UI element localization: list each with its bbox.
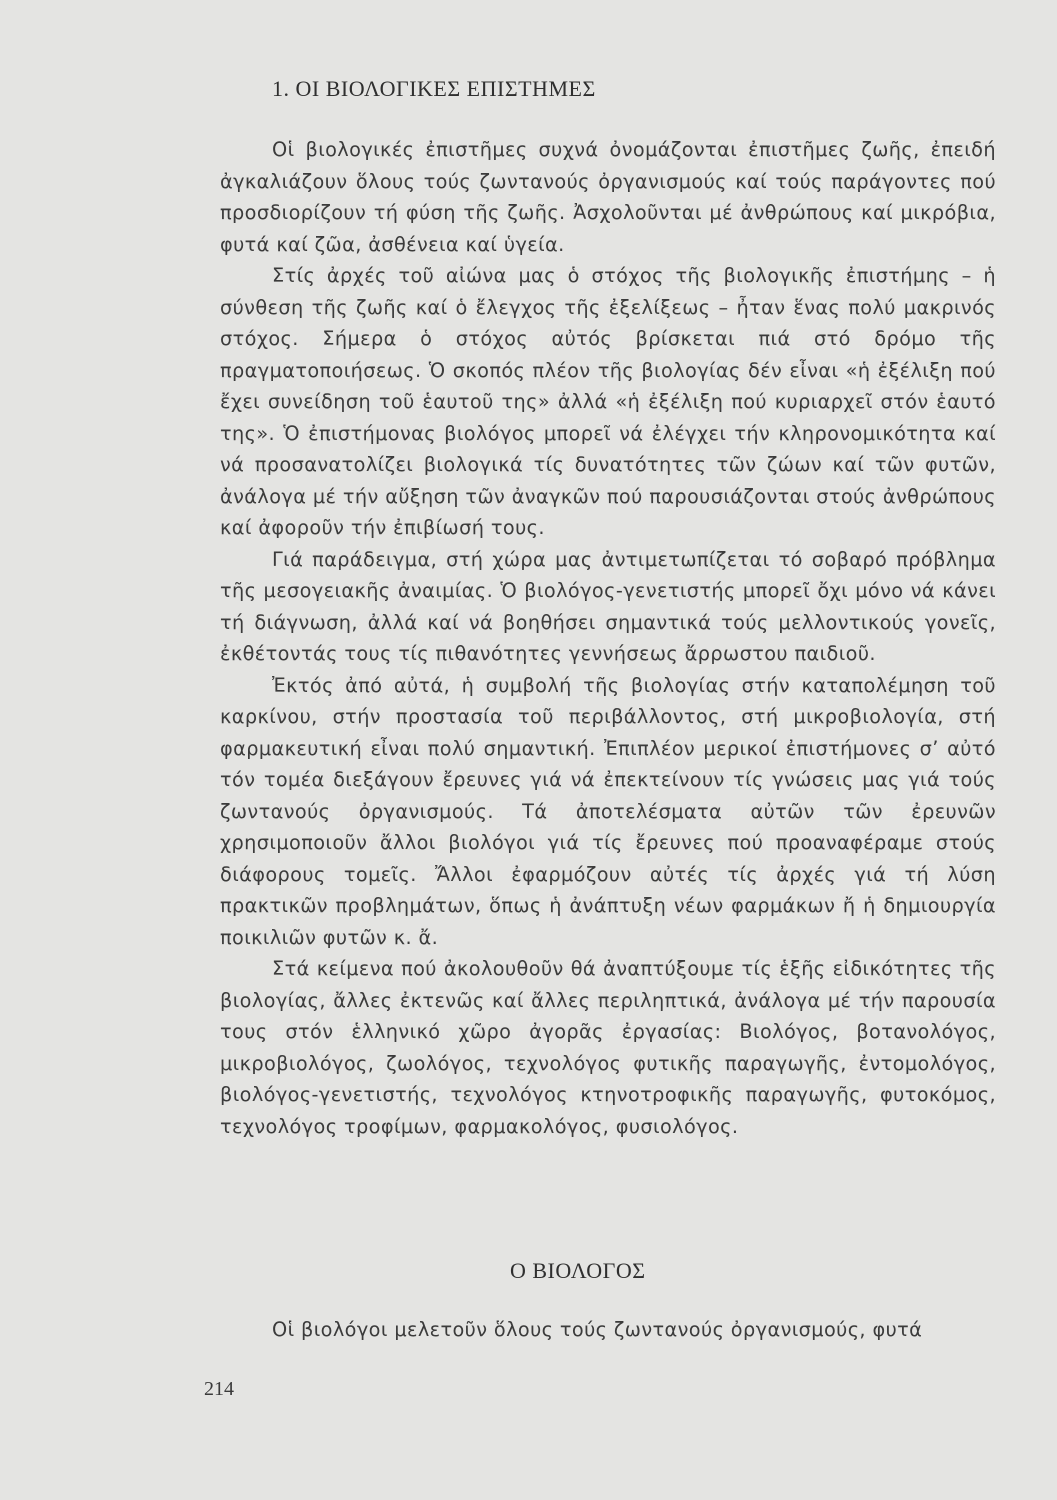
paragraph-5: Στά κείμενα πού ἀκολουθοῦν θά ἀναπτύξουμε τίς ἑξῆς εἰδικότητες τῆς βιολογίας, ἄλλες ἐκτενῶς καί ἄλλες περιληπτικά, ἀνάλογα μέ τήν παρουσία τους στόν ἑλληνικό χῶρο ἀγορᾶς ἐργασίας: Βιολόγος, βοτανολόγος, μικροβιολόγος, ζωολόγος, τεχνολόγος φυτικῆς παραγωγῆς, ἐντομολόγος, βιολόγος-γενετιστής, τεχνολόγος κτηνοτροφικῆς παραγωγῆς, φυτοκόμος, τεχνολόγος τροφίμων, φαρμακολόγος, φυσιολόγος. [220,957,996,1138]
subsection-paragraph: Οἱ βιολόγοι μελετοῦν ὅλους τούς ζωντανούς ὀργανισμούς, φυτά [272,1318,923,1341]
page-number: 214 [204,1378,234,1400]
paragraph-2: Στίς ἀρχές τοῦ αἰώνα μας ὁ στόχος τῆς βιολογικῆς ἐπιστήμης – ἡ σύνθεση τῆς ζωῆς καί ὁ ἔλεγχος τῆς ἐξελίξεως – ἦταν ἕνας πολύ μακρινός στόχος. Σήμερα ὁ στόχος αὐτός βρίσκεται πιά στό δρόμο τῆς πραγματοποιήσεως. Ὁ σκοπός πλέον τῆς βιολογίας δέν εἶναι «ἡ ἐξέλιξη πού ἔχει συνείδηση τοῦ ἑαυτοῦ της» ἀλλά «ἡ ἐξέλιξη πού κυριαρχεῖ στόν ἑαυτό της». Ὁ ἐπιστήμονας βιολόγος μπορεῖ νά ἐλέγχει τήν κληρονομικότητα καί νά προσανατολίζει βιολογικά τίς δυνατότητες τῶν ζώων καί τῶν φυτῶν, ἀνάλογα μέ τήν αὔξηση τῶν ἀναγκῶν πού παρουσιάζονται στούς ἀνθρώπους καί ἀφοροῦν τήν ἐπιβίωσή τους. [220,264,996,539]
paragraph-3: Γιά παράδειγμα, στή χώρα μας ἀντιμετωπίζεται τό σοβαρό πρόβλημα τῆς μεσογειακῆς ἀναιμίας. Ὁ βιολόγος-γενετιστής μπορεῖ ὄχι μόνο νά κάνει τή διάγνωση, ἀλλά καί νά βοηθήσει σημαντικά τούς μελλοντικούς γονεῖς, ἐκθέτοντάς τους τίς πιθανότητες γεννήσεως ἄρρωστου παιδιοῦ. [220,547,996,665]
section-body [220,134,996,1142]
paragraph-1: Οἱ βιολογικές ἐπιστῆμες συχνά ὀνομάζονται ἐπιστῆμες ζωῆς, ἐπειδή ἀγκαλιάζουν ὅλους τούς ζωντανούς ὀργανισμούς καί τούς παράγοντες πού προσδιορίζουν τή φύση τῆς ζωῆς. Ἀσχολοῦνται μέ ἀνθρώπους καί μικρόβια, φυτά καί ζῶα, ἀσθένεια καί ὑγεία. [220,138,996,256]
subsection-title: Ο ΒΙΟΛΟΓΟΣ [510,1258,646,1283]
section-title: 1. ΟΙ ΒΙΟΛΟΓΙΚΕΣ ΕΠΙΣΤΗΜΕΣ [272,76,596,101]
subsection-body [220,1314,996,1346]
paragraph-4: Ἐκτός ἀπό αὐτά, ἡ συμβολή τῆς βιολογίας στήν καταπολέμηση τοῦ καρκίνου, στήν προστασία τοῦ περιβάλλοντος, στή μικροβιολογία, στή φαρμακευτική εἶναι πολύ σημαντική. Ἐπιπλέον μερικοί ἐπιστήμονες σ’ αὐτό τόν τομέα διεξάγουν ἔρευνες γιά νά ἐπεκτείνουν τίς γνώσεις μας γιά τούς ζωντανούς ὀργανισμούς. Τά ἀποτελέσματα αὐτῶν τῶν ἐρευνῶν χρησιμοποιοῦν ἄλλοι βιολόγοι γιά τίς ἔρευνες πού προαναφέραμε στούς διάφορους τομεῖς. Ἄλλοι ἐφαρμόζουν αὐτές τίς ἀρχές γιά τή λύση πρακτικῶν προβλημάτων, ὅπως ἡ ἀνάπτυξη νέων φαρμάκων ἤ ἡ δημιουργία ποικιλιῶν φυτῶν κ. ἄ. [220,673,996,949]
